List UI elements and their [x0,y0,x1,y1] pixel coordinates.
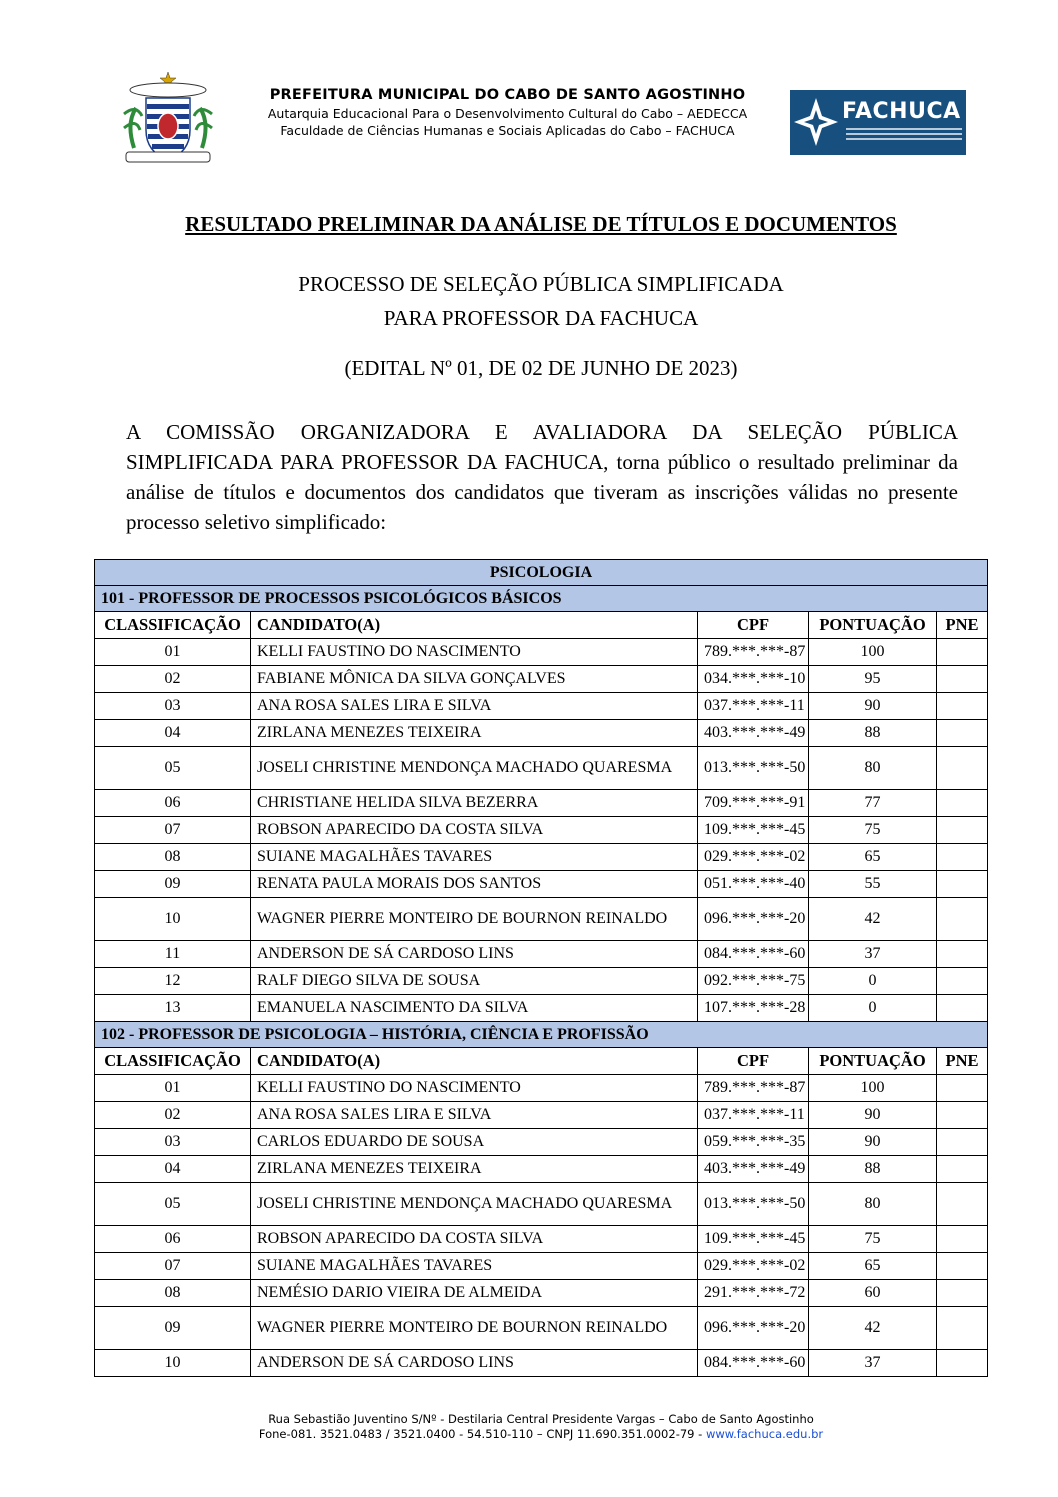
classification-cell: 03 [95,693,251,720]
cargo-title: 102 - PROFESSOR DE PSICOLOGIA – HISTÓRIA, CIÊNCIA E PROFISSÃO [95,1022,988,1048]
candidate-name-cell: ZIRLANA MENEZES TEIXEIRA [251,720,698,747]
cpf-cell: 029.***.***-02 [698,1253,809,1280]
classification-cell: 02 [95,1102,251,1129]
col-pne-header: PNE [937,612,988,639]
pne-cell [937,871,988,898]
score-cell: 55 [809,871,937,898]
pne-cell [937,1350,988,1377]
cpf-cell: 096.***.***-20 [698,1307,809,1350]
candidate-name-cell: ANA ROSA SALES LIRA E SILVA [251,1102,698,1129]
candidate-name-cell: JOSELI CHRISTINE MENDONÇA MACHADO QUARESMA [251,747,698,790]
footer-phones: Fone-081. 3521.0483 / 3521.0400 - 54.510-110 – CNPJ 11.690.351.0002-79 - [258,1427,706,1441]
table-row [95,941,988,968]
classification-cell: 05 [95,747,251,790]
pne-cell [937,1253,988,1280]
table-row [95,790,988,817]
footer-website-link[interactable]: www.fachuca.edu.br [705,1427,824,1441]
table-row [95,871,988,898]
candidate-name-cell: KELLI FAUSTINO DO NASCIMENTO [251,1075,698,1102]
cpf-cell: 037.***.***-11 [698,693,809,720]
faculdade-name: Faculdade de Ciências Humanas e Sociais Aplicadas do Cabo – FACHUCA [280,123,735,138]
table-row [95,1307,988,1350]
candidate-name-cell: ROBSON APARECIDO DA COSTA SILVA [251,1226,698,1253]
score-cell: 77 [809,790,937,817]
score-cell: 65 [809,1253,937,1280]
pne-cell [937,1129,988,1156]
logo-subtitle-lines [846,128,962,144]
logo-wordmark: FACHUCA [842,99,961,124]
classification-cell: 06 [95,790,251,817]
pne-cell [937,666,988,693]
classification-cell: 12 [95,968,251,995]
cpf-cell: 789.***.***-87 [698,639,809,666]
autarquia-name: Autarquia Educacional Para o Desenvolvimento Cultural do Cabo – AEDECCA [267,106,748,121]
cpf-cell: 092.***.***-75 [698,968,809,995]
column-header-row [95,1048,988,1075]
score-cell: 88 [809,1156,937,1183]
score-cell: 42 [809,1307,937,1350]
cpf-cell: 013.***.***-50 [698,1183,809,1226]
score-cell: 88 [809,720,937,747]
table-row [95,995,988,1022]
classification-cell: 09 [95,871,251,898]
cpf-cell: 789.***.***-87 [698,1075,809,1102]
col-classificacao-header: CLASSIFICAÇÃO [95,1048,251,1075]
classification-cell: 11 [95,941,251,968]
candidate-name-cell: ANA ROSA SALES LIRA E SILVA [251,693,698,720]
cpf-cell: 109.***.***-45 [698,817,809,844]
pne-cell [937,817,988,844]
table-row [95,898,988,941]
intro-paragraph: A COMISSÃO ORGANIZADORA E AVALIADORA DA SELEÇÃO PÚBLICA SIMPLIFICADA PARA PROFESSOR DA FACHUCA, torna público o resultado preliminar da análise de títulos e documentos dos candidatos que tiveram as inscrições válidas no presente processo seletivo simplificado: [126,420,958,534]
page-header [0,0,1058,180]
pne-cell [937,693,988,720]
cpf-cell: 034.***.***-10 [698,666,809,693]
score-cell: 0 [809,968,937,995]
col-classificacao-header: CLASSIFICAÇÃO [95,612,251,639]
table-row [95,1253,988,1280]
classification-cell: 06 [95,1226,251,1253]
score-cell: 75 [809,817,937,844]
table-row [95,747,988,790]
candidate-name-cell: KELLI FAUSTINO DO NASCIMENTO [251,639,698,666]
score-cell: 100 [809,639,937,666]
candidate-name-cell: RALF DIEGO SILVA DE SOUSA [251,968,698,995]
table-row [95,968,988,995]
candidate-name-cell: CARLOS EDUARDO DE SOUSA [251,1129,698,1156]
cpf-cell: 013.***.***-50 [698,747,809,790]
footer-contact [0,1427,1058,1442]
pne-cell [937,995,988,1022]
classification-cell: 08 [95,844,251,871]
footer-address: Rua Sebastião Juventino S/Nº - Destilaria Central Presidente Vargas – Cabo de Santo Agostinho [268,1412,814,1426]
pne-cell [937,747,988,790]
pne-cell [937,1183,988,1226]
table-row [95,844,988,871]
classification-cell: 10 [95,1350,251,1377]
pne-cell [937,1307,988,1350]
col-pontuacao-header: PONTUAÇÃO [809,612,937,639]
col-cpf-header: CPF [698,612,809,639]
score-cell: 90 [809,1129,937,1156]
column-header-row [95,612,988,639]
col-candidato-header: CANDIDATO(A) [251,612,698,639]
table-row [95,1280,988,1307]
table-row [95,720,988,747]
score-cell: 37 [809,1350,937,1377]
process-title-line2: PARA PROFESSOR DA FACHUCA [383,306,699,330]
classification-cell: 01 [95,1075,251,1102]
score-cell: 95 [809,666,937,693]
col-pontuacao-header: PONTUAÇÃO [809,1048,937,1075]
classification-cell: 03 [95,1129,251,1156]
classification-cell: 01 [95,639,251,666]
municipal-crest-icon [116,68,220,172]
pne-cell [937,898,988,941]
candidate-name-cell: EMANUELA NASCIMENTO DA SILVA [251,995,698,1022]
score-cell: 37 [809,941,937,968]
classification-cell: 02 [95,666,251,693]
classification-cell: 05 [95,1183,251,1226]
candidate-name-cell: FABIANE MÔNICA DA SILVA GONÇALVES [251,666,698,693]
pne-cell [937,968,988,995]
page-title: RESULTADO PRELIMINAR DA ANÁLISE DE TÍTULOS E DOCUMENTOS [185,212,897,236]
pne-cell [937,1156,988,1183]
candidate-name-cell: SUIANE MAGALHÃES TAVARES [251,844,698,871]
cpf-cell: 037.***.***-11 [698,1102,809,1129]
prefeitura-name: PREFEITURA MUNICIPAL DO CABO DE SANTO AGOSTINHO [269,87,746,103]
edital-reference: (EDITAL Nº 01, DE 02 DE JUNHO DE 2023) [344,356,738,380]
table-row [95,1350,988,1377]
cargo-header-row [95,586,988,612]
classification-cell: 07 [95,817,251,844]
candidate-name-cell: NEMÉSIO DARIO VIEIRA DE ALMEIDA [251,1280,698,1307]
table-row [95,1156,988,1183]
classification-cell: 07 [95,1253,251,1280]
score-cell: 75 [809,1226,937,1253]
pne-cell [937,844,988,871]
cpf-cell: 709.***.***-91 [698,790,809,817]
candidate-name-cell: ZIRLANA MENEZES TEIXEIRA [251,1156,698,1183]
pne-cell [937,1102,988,1129]
cpf-cell: 084.***.***-60 [698,941,809,968]
classification-cell: 10 [95,898,251,941]
compass-star-icon [790,90,842,155]
pne-cell [937,639,988,666]
candidate-name-cell: WAGNER PIERRE MONTEIRO DE BOURNON REINALDO [251,898,698,941]
candidate-name-cell: RENATA PAULA MORAIS DOS SANTOS [251,871,698,898]
col-cpf-header: CPF [698,1048,809,1075]
cargo-header-row [95,1022,988,1048]
table-row [95,1075,988,1102]
cpf-cell: 084.***.***-60 [698,1350,809,1377]
col-candidato-header: CANDIDATO(A) [251,1048,698,1075]
classification-cell: 04 [95,720,251,747]
score-cell: 80 [809,747,937,790]
classification-cell: 08 [95,1280,251,1307]
fachuca-logo [790,90,966,155]
score-cell: 80 [809,1183,937,1226]
candidate-name-cell: ROBSON APARECIDO DA COSTA SILVA [251,817,698,844]
pne-cell [937,1280,988,1307]
table-row [95,639,988,666]
score-cell: 90 [809,1102,937,1129]
score-cell: 100 [809,1075,937,1102]
cpf-cell: 403.***.***-49 [698,1156,809,1183]
col-pne-header: PNE [937,1048,988,1075]
results-table [94,559,988,1377]
candidate-name-cell: WAGNER PIERRE MONTEIRO DE BOURNON REINALDO [251,1307,698,1350]
area-title: PSICOLOGIA [95,560,988,586]
score-cell: 90 [809,693,937,720]
cargo-title: 101 - PROFESSOR DE PROCESSOS PSICOLÓGICOS BÁSICOS [95,586,988,612]
classification-cell: 13 [95,995,251,1022]
cpf-cell: 051.***.***-40 [698,871,809,898]
cpf-cell: 059.***.***-35 [698,1129,809,1156]
pne-cell [937,1226,988,1253]
candidate-name-cell: ANDERSON DE SÁ CARDOSO LINS [251,941,698,968]
candidate-name-cell: CHRISTIANE HELIDA SILVA BEZERRA [251,790,698,817]
cpf-cell: 107.***.***-28 [698,995,809,1022]
table-row [95,693,988,720]
cpf-cell: 029.***.***-02 [698,844,809,871]
candidate-name-cell: SUIANE MAGALHÃES TAVARES [251,1253,698,1280]
table-row [95,1102,988,1129]
cpf-cell: 403.***.***-49 [698,720,809,747]
score-cell: 0 [809,995,937,1022]
pne-cell [937,941,988,968]
table-row [95,666,988,693]
score-cell: 65 [809,844,937,871]
cpf-cell: 291.***.***-72 [698,1280,809,1307]
pne-cell [937,720,988,747]
pne-cell [937,1075,988,1102]
score-cell: 60 [809,1280,937,1307]
cpf-cell: 096.***.***-20 [698,898,809,941]
institution-header [230,85,785,139]
pne-cell [937,790,988,817]
area-header-row [95,560,988,586]
process-title-line1: PROCESSO DE SELEÇÃO PÚBLICA SIMPLIFICADA [298,272,784,296]
score-cell: 42 [809,898,937,941]
page-footer [0,1412,1058,1442]
table-row [95,817,988,844]
candidate-name-cell: ANDERSON DE SÁ CARDOSO LINS [251,1350,698,1377]
table-row [95,1226,988,1253]
table-row [95,1183,988,1226]
candidate-name-cell: JOSELI CHRISTINE MENDONÇA MACHADO QUARESMA [251,1183,698,1226]
cpf-cell: 109.***.***-45 [698,1226,809,1253]
classification-cell: 09 [95,1307,251,1350]
classification-cell: 04 [95,1156,251,1183]
table-row [95,1129,988,1156]
